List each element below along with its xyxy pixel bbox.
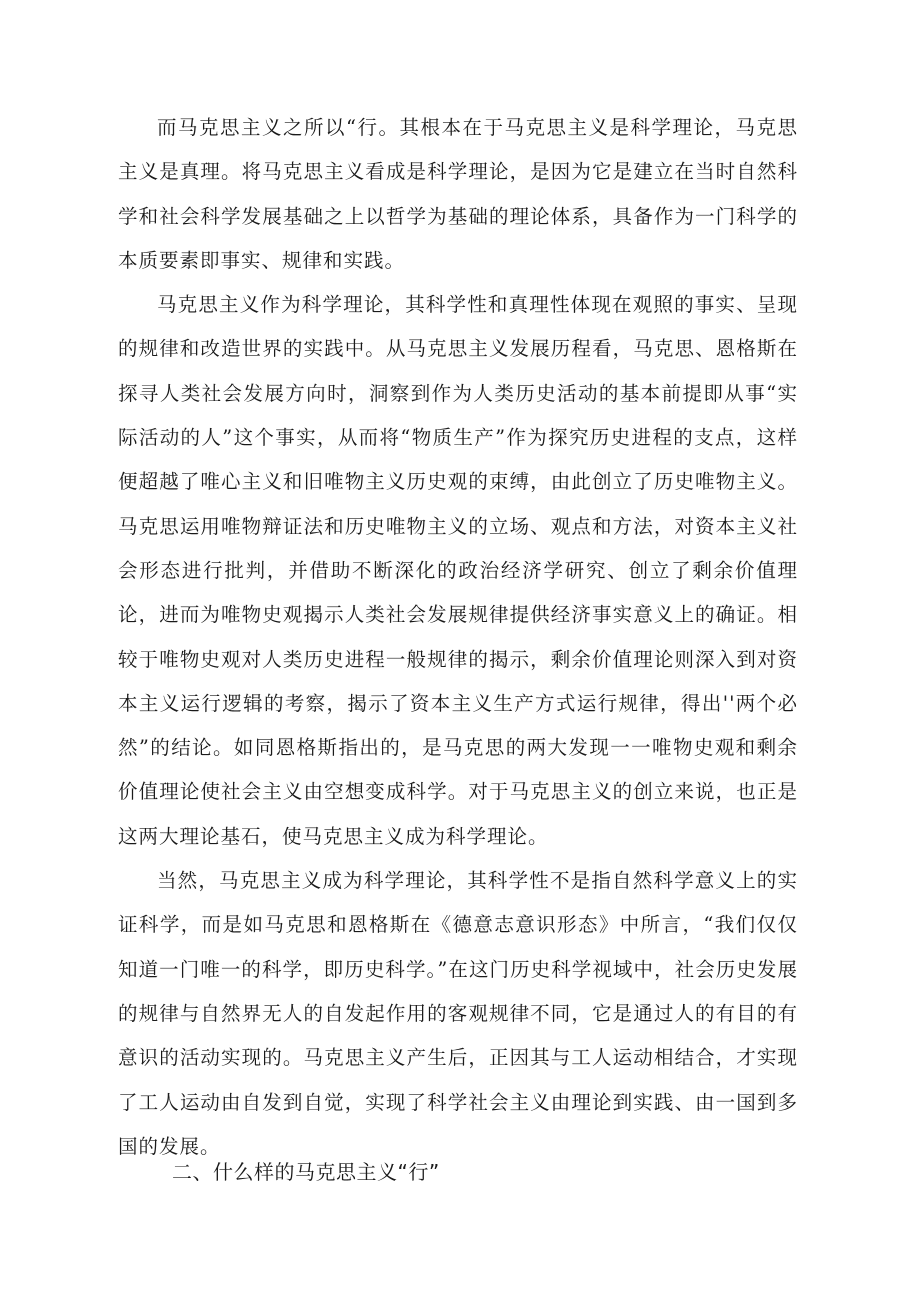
paragraph-3: 当然，马克思主义成为科学理论，其科学性不是指自然科学意义上的实证科学，而是如马克思和恩格斯在《德意志意识形态》中所言，“我们仅仅知道一门唯一的科学，即历史科学。”在这门历史科学视域中，社会历史发展的规律与自然界无人的自发起作用的客观规律不同，它是通过人的有目的有意识的活动实现的。马克思主义产生后，正因其与工人运动相结合，才实现了工人运动由自发到自觉，实现了科学社会主义由理论到实践、由一国到多国的发展。 [118,869,798,1158]
section-heading: 二、什么样的马克思主义“行” [172,1160,440,1184]
paragraph-1: 而马克思主义之所以“行。其根本在于马克思主义是科学理论，马克思主义是真理。将马克思主义看成是科学理论，是因为它是建立在当时自然科学和社会科学发展基础之上以哲学为基础的理论体系，具备作为一门科学的本质要素即事实、规律和实践。 [118,116,798,272]
document-body [118,106,798,1169]
paragraph-2: 马克思主义作为科学理论，其科学性和真理性体现在观照的事实、呈现的规律和改造世界的实践中。从马克思主义发展历程看，马克思、恩格斯在探寻人类社会发展方向时，洞察到作为人类历史活动的基本前提即从事“实际活动的人”这个事实，从而将“物质生产”作为探究历史进程的支点，这样便超越了唯心主义和旧唯物主义历史观的束缚，由此创立了历史唯物主义。马克思运用唯物辩证法和历史唯物主义的立场、观点和方法，对资本主义社会形态进行批判，并借助不断深化的政治经济学研究、创立了剩余价值理论，进而为唯物史观揭示人类社会发展规律提供经济事实意义上的确证。相较于唯物史观对人类历史进程一般规律的揭示，剩余价值理论则深入到对资本主义运行逻辑的考察，揭示了资本主义生产方式运行规律，得出''两个必然”的结论。如同恩格斯指出的，是马克思的两大发现一一唯物史观和剩余价值理论使社会主义由空想变成科学。对于马克思主义的创立来说，也正是这两大理论基石，使马克思主义成为科学理论。 [118,293,798,848]
